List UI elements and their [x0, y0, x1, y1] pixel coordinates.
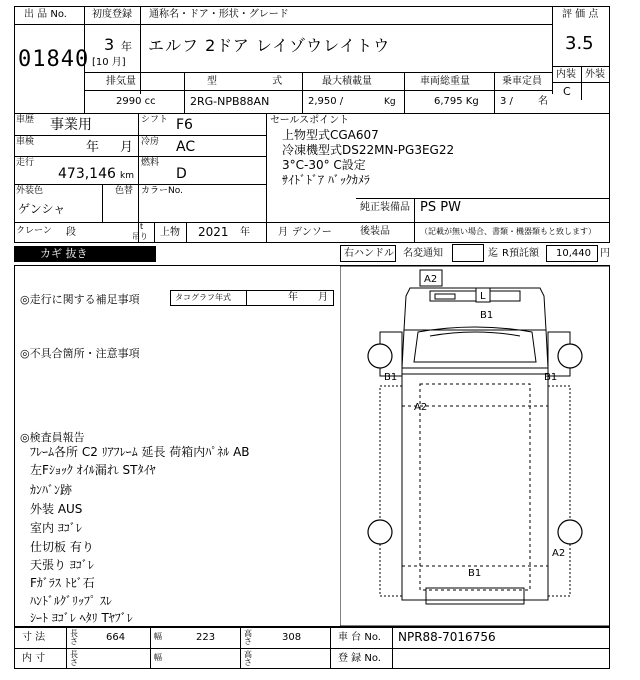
shift-label: シフト — [141, 115, 169, 125]
capacity-unit: 名 — [538, 96, 548, 107]
tachograph-month: 月 — [318, 292, 328, 303]
lot-no-label: 出 品 No. — [24, 9, 67, 20]
dimensions-label: 寸 法 — [22, 632, 46, 643]
max-load-label: 最大積載量 — [322, 76, 372, 87]
tachograph-year: 年 — [288, 292, 298, 303]
damage-mark: B1 — [384, 372, 398, 383]
color-value: ゲンシャ — [18, 202, 66, 216]
year-unit: 年 — [121, 40, 132, 53]
recycle-value: 10,440 — [556, 248, 591, 259]
registration-label: 登 録 No. — [338, 653, 381, 664]
interior-height-label: 高さ — [244, 650, 252, 667]
model-label: 型 式 — [207, 76, 309, 87]
inspector-line: 外装 AUS — [30, 502, 83, 516]
model-name: エルフ 2ドア レイゾウレイトウ — [148, 36, 391, 55]
color-label: 外装色 — [16, 186, 44, 196]
inspector-title: ◎検査員報告 — [20, 431, 85, 444]
exterior-label: 外装 — [585, 69, 605, 80]
damage-mark: L — [480, 291, 486, 302]
month-text: [10 月] — [92, 57, 126, 68]
chassis-label: 車 台 No. — [338, 632, 381, 643]
width-value: 223 — [196, 632, 216, 643]
capacity-label: 乗車定員 — [502, 76, 542, 87]
interior-width-label: 幅 — [154, 653, 162, 662]
width-label: 幅 — [154, 632, 162, 641]
inspector-line: ｶﾝﾊﾞﾝ跡 — [30, 483, 73, 497]
fuel-value: D — [176, 166, 187, 182]
crane-label: クレーン — [16, 226, 52, 236]
body-year-unit: 年 — [240, 227, 250, 238]
aircon-value: AC — [176, 139, 196, 155]
inspector-line: 室内 ﾖｺﾞﾚ — [30, 521, 82, 535]
grade-label: 評 価 点 — [562, 9, 599, 20]
body-label: 上物 — [160, 227, 180, 238]
key-removed-label: カギ 抜き — [14, 246, 156, 262]
inspector-line: Fｶﾞﾗｽ ﾄﾋﾞ石 — [30, 576, 95, 590]
name-change-label: 名変通知 — [403, 248, 443, 259]
interior-label: 内装 — [556, 69, 576, 80]
length-label: 長さ — [70, 629, 78, 646]
inspector-line: 仕切板 有り — [30, 540, 94, 554]
height-value: 308 — [282, 632, 302, 643]
name-change-unit: 迄 — [488, 248, 498, 259]
damage-mark: A2 — [424, 274, 438, 285]
inspector-line: 天張り ﾖｺﾞﾚ — [30, 558, 94, 572]
vehicle-damage-diagram — [340, 266, 610, 626]
tachograph-label: タコグラフ年式 — [175, 293, 231, 302]
interior-value: C — [563, 85, 571, 98]
model-code: 2RG-NPB88AN — [190, 95, 270, 108]
interior-dim-label: 内 寸 — [22, 653, 46, 664]
body-month-unit: 月 — [278, 227, 288, 238]
max-load-unit: Kg — [384, 97, 396, 107]
damage-mark: A2 — [414, 402, 428, 413]
name-label: 通称名・ドア・形状・グレード — [149, 9, 289, 20]
sales-point-line: 冷凍機型式DS22MN-PG3EG22 — [282, 143, 455, 157]
damage-mark: B1 — [468, 568, 482, 579]
displacement: 2990 cc — [116, 96, 156, 107]
body-year: 2021 — [198, 225, 229, 239]
damage-mark: B1 — [544, 372, 558, 383]
capacity: 3 / — [500, 96, 513, 107]
max-load: 2,950 / — [308, 96, 344, 107]
score: 3.5 — [565, 33, 594, 54]
year-value: 3 — [104, 35, 115, 54]
interior-length-label: 長さ — [70, 650, 78, 667]
mileage-value: 473,146 — [58, 166, 116, 182]
history-value: 事業用 — [50, 117, 92, 133]
damage-mark: B1 — [480, 310, 494, 321]
inspection-year: 年 — [86, 140, 100, 155]
displacement-label: 排気量 — [106, 76, 136, 87]
recycle-unit: 円 — [600, 248, 610, 259]
mileage-unit: km — [120, 171, 134, 181]
aircon-label: 冷房 — [141, 137, 160, 147]
gross-weight: 6,795 Kg — [434, 96, 479, 107]
inspector-line: ｼｰﾄ ﾖｺﾞﾚ ﾍﾀﾘ Tﾔﾌﾞﾚ — [30, 611, 133, 625]
height-label: 高さ — [244, 629, 252, 646]
driving-note-title: ◎走行に関する補足事項 — [20, 293, 140, 306]
inspection-month: 月 — [120, 140, 134, 155]
chassis-value: NPR88-7016756 — [398, 630, 496, 644]
equipment-label: 純正装備品 — [360, 202, 410, 213]
defects-title: ◎不具合箇所・注意事項 — [20, 347, 140, 360]
gross-weight-label: 車両総重量 — [420, 76, 470, 87]
steering: 右ハンドル — [344, 248, 394, 259]
fuel-label: 燃料 — [141, 158, 160, 168]
sales-points-label: セールスポイント — [270, 115, 350, 126]
inspector-line: 左Fｼｮｯｸ ｵｲﾙ漏れ STﾀｲﾔ — [30, 463, 156, 477]
shift-value: F6 — [176, 117, 193, 133]
recycle-label: R預託額 — [502, 248, 539, 259]
equipment-value: PS PW — [420, 200, 461, 215]
sales-point-line: ｻｲﾄﾞﾄﾞｱ ﾊﾞｯｸｶﾒﾗ — [282, 173, 370, 187]
mileage-label: 走行 — [16, 158, 35, 168]
crane-tonnage: t — [140, 222, 144, 231]
body-maker: デンソー — [292, 227, 332, 238]
history-label: 車歴 — [16, 115, 35, 125]
lot-no: 01840 — [18, 47, 90, 72]
damage-mark: A2 — [552, 548, 566, 559]
color-no-label: カラーNo. — [141, 186, 183, 196]
sales-point-line: 上物型式CGA607 — [282, 128, 379, 142]
color-change-label: 色替 — [115, 186, 134, 196]
inspection-label: 車検 — [16, 137, 35, 147]
crane-stage: 段 — [66, 227, 76, 238]
first-reg-label: 初度登録 — [92, 9, 132, 20]
inspector-line: ﾊﾝﾄﾞﾙｸﾞﾘｯﾌﾟ ｽﾚ — [30, 594, 112, 608]
length-value: 664 — [106, 632, 126, 643]
inspector-line: ﾌﾚｰﾑ各所 C2 ﾘｱﾌﾚｰﾑ 延長 荷箱内ﾊﾟﾈﾙ AB — [30, 445, 250, 459]
crane-hoist: 吊り — [132, 232, 148, 241]
sales-point-line: 3°C-30° C設定 — [282, 158, 366, 172]
aftermarket-note: （記載が無い場合、書類・機器類もと致します） — [420, 227, 596, 236]
aftermarket-label: 後装品 — [360, 226, 390, 237]
name-change-box — [452, 244, 484, 262]
